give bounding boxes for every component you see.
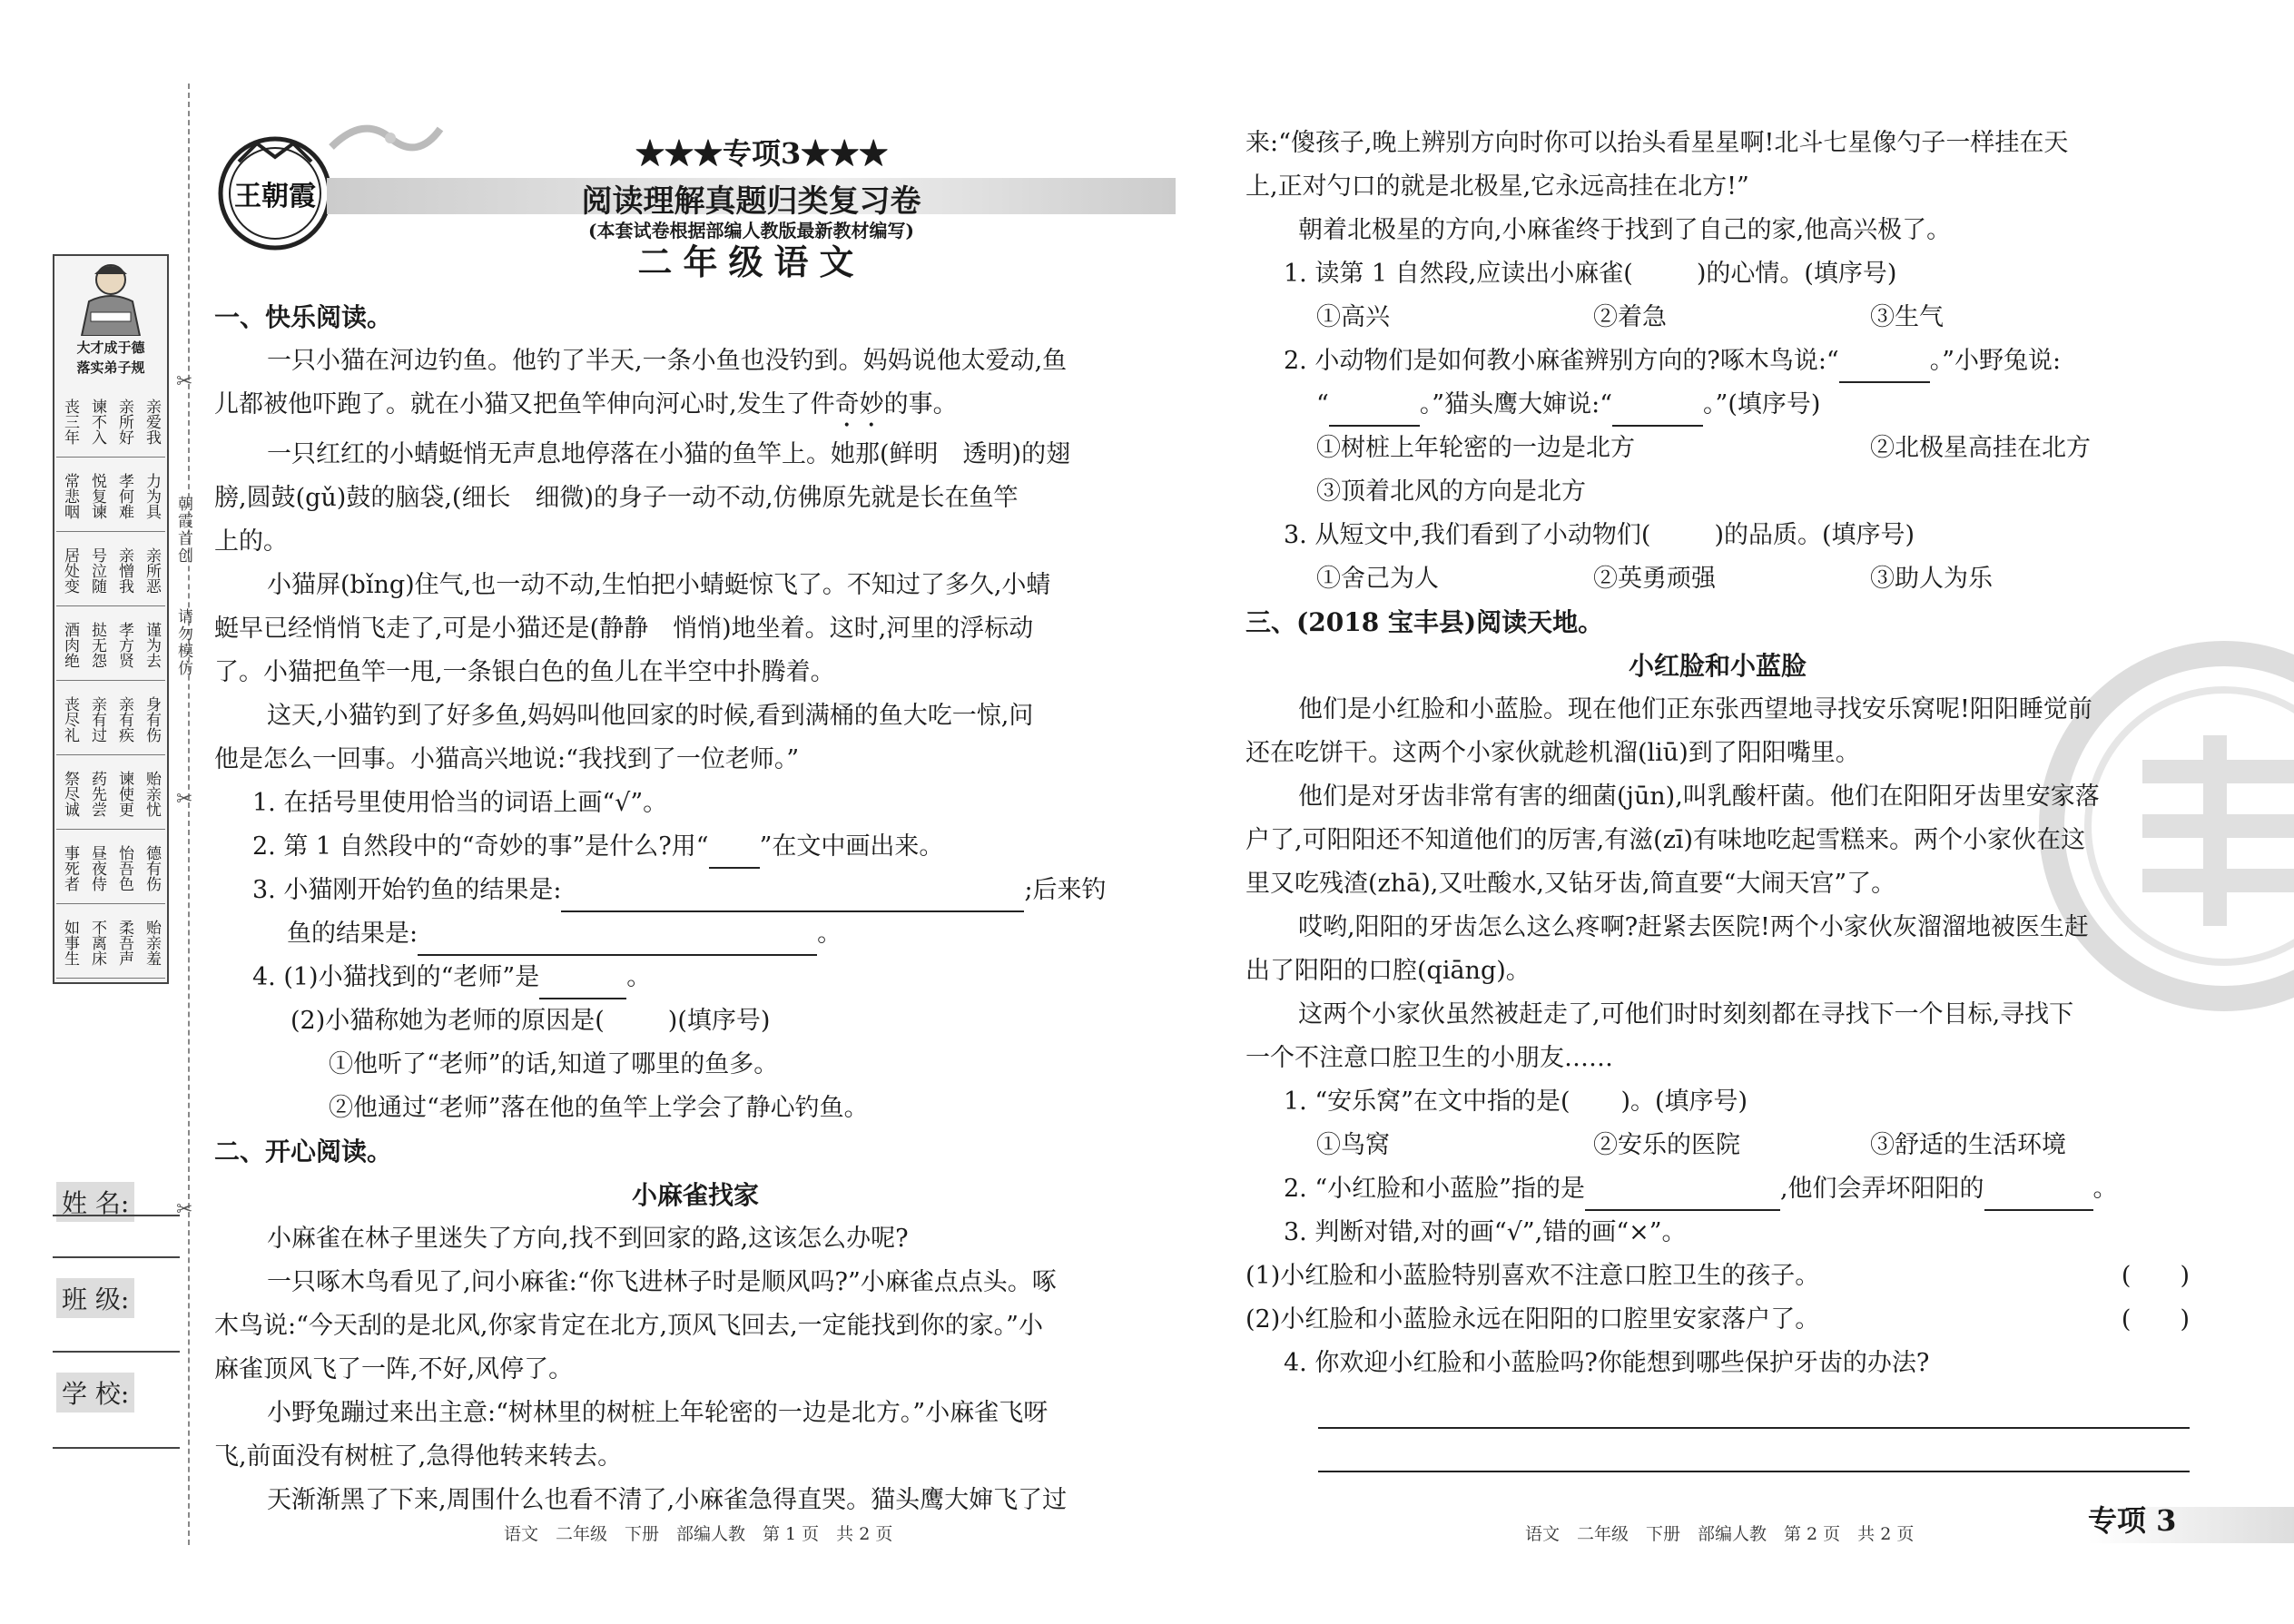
passage-line: 了。小猫把鱼竿一甩,一条银白色的鱼儿在半空中扑腾着。 [214, 658, 835, 686]
class-field[interactable] [53, 1351, 180, 1353]
page-footer: 语文 二年级 下册 部编人教 第 2 页 共 2 页 [1525, 1524, 1915, 1544]
option: ②安乐的医院 [1593, 1131, 1740, 1159]
name-label: 姓 名: [56, 1182, 134, 1222]
logo-text: 王朝霞 [234, 181, 316, 212]
answer-blank[interactable] [1585, 1182, 1780, 1211]
option: ①舍己为人 [1316, 565, 1439, 593]
question: 2. 小动物们是如何教小麻雀辨别方向的?啄木鸟说:“ 。”小野兔说: [1245, 340, 2190, 383]
question: 1. 在括号里使用恰当的词语上画“√”。 [252, 789, 668, 817]
passage-line: 木鸟说:“今天刮的是北风,你家肯定在北方,顶风飞回去,一定能找到你的家。”小 [214, 1312, 1043, 1340]
left-column [214, 296, 1177, 1522]
question: “ 。”猫头鹰大婶说:“ 。”(填序号) [1245, 383, 2190, 427]
passage-line: 他们是对牙齿非常有害的细菌(jūn),叫乳酸杆菌。他们在阳阳牙齿里安家落 [1298, 782, 2100, 811]
passage-line: 哎哟,阳阳的牙齿怎么这么疼啊?赶紧去医院!两个小家伙灰溜溜地被医生赶 [1298, 913, 2089, 941]
answer-line[interactable] [1318, 1385, 2190, 1429]
scissors-icon: ✂ [176, 1198, 193, 1221]
proverb-cell: 悦复谏 [84, 458, 111, 532]
proverb-cell: 孝何难 [111, 458, 138, 532]
proverb-cell: 亲有疾 [111, 681, 138, 755]
school-label: 学 校: [56, 1373, 134, 1412]
question: 2. 第 1 自然段中的“奇妙的事”是什么?用“ ”在文中画出来。 [214, 825, 1177, 869]
passage-line: 飞,前面没有树桩了,急得他转来转去。 [214, 1442, 623, 1471]
section-heading: 二、开心阅读。 [214, 1137, 393, 1166]
options-row [1245, 296, 2190, 340]
proverb-cell: 亲爱我 [138, 383, 165, 458]
section-heading: 三、(2018 宝丰县)阅读天地。 [1245, 607, 1604, 637]
series-label: ★★★专项3★★★ [635, 136, 889, 171]
option: ③助人为乐 [1870, 565, 1993, 593]
question: (2)小猫称她为老师的原因是( )(填序号) [290, 1007, 771, 1035]
options-row [1245, 1124, 2190, 1167]
exam-note: (本套试卷根据部编人教版最新教材编写) [588, 220, 914, 241]
passage-line: 一个不注意口腔卫生的小朋友…… [1245, 1044, 1613, 1072]
question: 1. “安乐窝”在文中指的是( )。(填序号) [1284, 1088, 1748, 1116]
options-row [1245, 427, 2190, 470]
option: ②着急 [1593, 303, 1667, 331]
proverb-cell: 如事生 [56, 904, 84, 979]
question: 3. 小猫刚开始钓鱼的结果是: ;后来钓 [214, 869, 1177, 912]
answer-paren[interactable]: ( ) [2121, 1305, 2190, 1334]
school-field[interactable] [53, 1447, 180, 1449]
proverb-cell: 贻亲羞 [138, 904, 165, 979]
question: 鱼的结果是: 。 [214, 912, 1177, 956]
cut-line [188, 84, 190, 1545]
name-field-line[interactable] [53, 1256, 180, 1258]
answer-blank[interactable] [418, 927, 817, 956]
question: 1. 读第 1 自然段,应读出小麻雀( )的心情。(填序号) [1284, 260, 1897, 288]
passage-line: 他们是小红脸和小蓝脸。现在他们正东张西望地寻找安乐窝呢!阳阳睡觉前 [1298, 695, 2092, 723]
statement: (2)小红脸和小蓝脸永远在阳阳的口腔里安家落户了。 [1245, 1305, 1820, 1334]
proverb-cell: 常悲咽 [56, 458, 84, 532]
statement: (1)小红脸和小蓝脸特别喜欢不注意口腔卫生的孩子。 [1245, 1262, 1820, 1290]
passage-line: 他是怎么一回事。小猫高兴地说:“我找到了一位老师。” [214, 745, 800, 773]
passage-line: 小猫屏(bǐng)住气,也一动不动,生怕把小蜻蜓惊飞了。不知过了多久,小蜻 [267, 571, 1051, 599]
passage-line: 上,正对勺口的就是北极星,它永远高挂在北方!” [1245, 172, 1749, 201]
dotted-word: 奇妙 [834, 390, 884, 418]
option: ②他通过“老师”落在他的鱼竿上学会了静心钓鱼。 [329, 1094, 869, 1122]
proverb-cell: 谨为去 [138, 606, 165, 681]
proverb-cell: 怡吾色 [111, 830, 138, 904]
proverb-cell: 挞无怨 [84, 606, 111, 681]
answer-blank[interactable] [561, 883, 1024, 912]
passage-line: 这天,小猫钓到了好多鱼,妈妈叫他回家的时候,看到满桶的鱼大吃一惊,问 [267, 702, 1034, 730]
answer-blank[interactable] [1329, 398, 1420, 427]
proverb-cell: 亲所好 [111, 383, 138, 458]
passage-line: 出了阳阳的口腔(qiāng)。 [1245, 957, 1531, 985]
scissors-icon: ✂ [176, 370, 193, 393]
passage-line: 膀,圆鼓(gǔ)鼓的脑袋,(细长 细微)的身子一动不动,仿佛原先就是长在鱼竿 [214, 484, 1019, 512]
proverb-cell: 丧尽礼 [56, 681, 84, 755]
question: 4. 你欢迎小红脸和小蓝脸吗?你能想到哪些保护牙齿的办法? [1284, 1349, 1930, 1377]
ribbon-icon [327, 111, 445, 165]
option: ③顶着北风的方向是北方 [1316, 477, 1586, 506]
passage-line: 一只小猫在河边钓鱼。他钓了半天,一条小鱼也没钓到。妈妈说他太爱动,鱼 [267, 347, 1068, 375]
passage-line: 天渐渐黑了下来,周围什么也看不清了,小麻雀急得直哭。猫头鹰大婶飞了过 [267, 1486, 1068, 1514]
proverb-cell: 昼夜侍 [84, 830, 111, 904]
true-false-item [1245, 1255, 2190, 1298]
passage-line: 一只红红的小蜻蜓悄无声息地停落在小猫的鱼竿上。她那(鲜明 透明)的翅 [267, 440, 1071, 468]
proverb-grid [56, 383, 165, 979]
proverb-cell: 不离床 [84, 904, 111, 979]
true-false-item [1245, 1298, 2190, 1342]
proverb-cell: 丧三年 [56, 383, 84, 458]
answer-paren[interactable]: ( ) [2121, 1262, 2190, 1290]
proverb-cell: 谏使更 [111, 755, 138, 830]
question: 3. 判断对错,对的画“√”,错的画“×”。 [1284, 1218, 1687, 1246]
option: ①高兴 [1316, 303, 1390, 331]
passage-line: 麻雀顶风飞了一阵,不好,风停了。 [214, 1355, 574, 1383]
underline-sample [709, 840, 760, 869]
vertical-note: 请勿模仿 [174, 608, 192, 677]
passage-line: 小野兔蹦过来出主意:“树林里的树桩上年轮密的一边是北方。”小麻雀飞呀 [267, 1399, 1049, 1427]
proverb-cell: 身有伤 [138, 681, 165, 755]
passage-line: 上的。 [214, 527, 288, 556]
proverb-cell: 酒肉绝 [56, 606, 84, 681]
passage-line: 户了,可阳阳还不知道他们的厉害,有滋(zī)有味地吃起雪糕来。两个小家伙在这 [1245, 826, 2086, 854]
question: 4. (1)小猫找到的“老师”是 。 [214, 956, 1177, 999]
proverb-cell: 祭尽诚 [56, 755, 84, 830]
proverb-sidebar [53, 254, 169, 984]
proverb-cell: 柔吾声 [111, 904, 138, 979]
option: ②英勇顽强 [1593, 565, 1716, 593]
proverb-cell: 事死者 [56, 830, 84, 904]
question: 2. “小红脸和小蓝脸”指的是 ,他们会弄坏阳阳的 。 [1245, 1167, 2190, 1211]
proverb-cell: 亲有过 [84, 681, 111, 755]
proverb-cell: 亲所恶 [138, 532, 165, 606]
answer-blank[interactable] [1839, 354, 1930, 383]
passage-line: 这两个小家伙虽然被赶走了,可他们时时刻刻都在寻找下一个目标,寻找下 [1298, 1000, 2074, 1029]
publisher-logo [216, 134, 334, 252]
proverb-cell: 贻亲忧 [138, 755, 165, 830]
proverb-cell: 德有伤 [138, 830, 165, 904]
name-field[interactable] [53, 1215, 180, 1216]
grade-subject: 二年级语文 [637, 242, 865, 282]
option: ①鸟窝 [1316, 1131, 1390, 1159]
vertical-note: 朝霞首创 [174, 496, 192, 565]
answer-line[interactable] [1318, 1429, 2190, 1472]
passage-line: 朝着北极星的方向,小麻雀终于找到了自己的家,他高兴极了。 [1298, 216, 1952, 244]
section-heading: 一、快乐阅读。 [214, 302, 393, 332]
passage-title: 小麻雀找家 [631, 1180, 759, 1210]
corner-label: 专项 3 [2088, 1503, 2177, 1538]
proverb-cell: 号泣随 [84, 532, 111, 606]
answer-blank[interactable] [1984, 1182, 2093, 1211]
exam-title: 阅读理解真题归类复习卷 [581, 183, 921, 220]
passage-line: 蜓早已经悄悄飞走了,可是小猫还是(静静 悄悄)地坐着。这时,河里的浮标动 [214, 615, 1034, 643]
scissors-icon: ✂ [176, 788, 193, 811]
passage-title: 小红脸和小蓝脸 [1628, 651, 1807, 681]
answer-blank[interactable] [1612, 398, 1703, 427]
scholar-figure-icon [54, 256, 167, 336]
option: ①树桩上年轮密的一边是北方 [1316, 434, 1635, 462]
proverb-cell: 力为具 [138, 458, 165, 532]
proverb-cell: 亲憎我 [111, 532, 138, 606]
proverb-cell: 药先尝 [84, 755, 111, 830]
proverb-cell: 谏不入 [84, 383, 111, 458]
passage-line: 里又吃残渣(zhā),又吐酸水,又钻牙齿,简直要“大闹天宫”了。 [1245, 870, 1896, 898]
option: ①他听了“老师”的话,知道了哪里的鱼多。 [329, 1050, 779, 1078]
class-label: 班 级: [56, 1278, 134, 1318]
question: 3. 从短文中,我们看到了小动物们( )的品质。(填序号) [1284, 521, 1915, 549]
option: ③舒适的生活环境 [1870, 1131, 2066, 1159]
proverb-cell: 居处变 [56, 532, 84, 606]
answer-blank[interactable] [539, 970, 626, 999]
passage-line: 儿都被他吓跑了。就在小猫又把鱼竿伸向河心时,发生了件奇妙的事。 [214, 390, 958, 418]
motto-line: 落实弟子规 [76, 359, 145, 376]
proverb-cell: 孝方贤 [111, 606, 138, 681]
options-row [1245, 557, 2190, 601]
option: ②北极星高挂在北方 [1870, 434, 2091, 462]
right-column [1245, 122, 2190, 1472]
passage-line: 一只啄木鸟看见了,问小麻雀:“你飞进林子时是顺风吗?”小麻雀点点头。啄 [267, 1268, 1057, 1296]
motto-line: 大才成于德 [76, 340, 145, 356]
passage-line: 还在吃饼干。这两个小家伙就趁机溜(liū)到了阳阳嘴里。 [1245, 739, 1860, 767]
passage-line: 小麻雀在林子里迷失了方向,找不到回家的路,这该怎么办呢? [267, 1225, 909, 1253]
page-footer: 语文 二年级 下册 部编人教 第 1 页 共 2 页 [504, 1524, 893, 1544]
passage-line: 来:“傻孩子,晚上辨别方向时你可以抬头看星星啊!北斗七星像勺子一样挂在天 [1245, 129, 2069, 157]
option: ③生气 [1870, 303, 1944, 331]
